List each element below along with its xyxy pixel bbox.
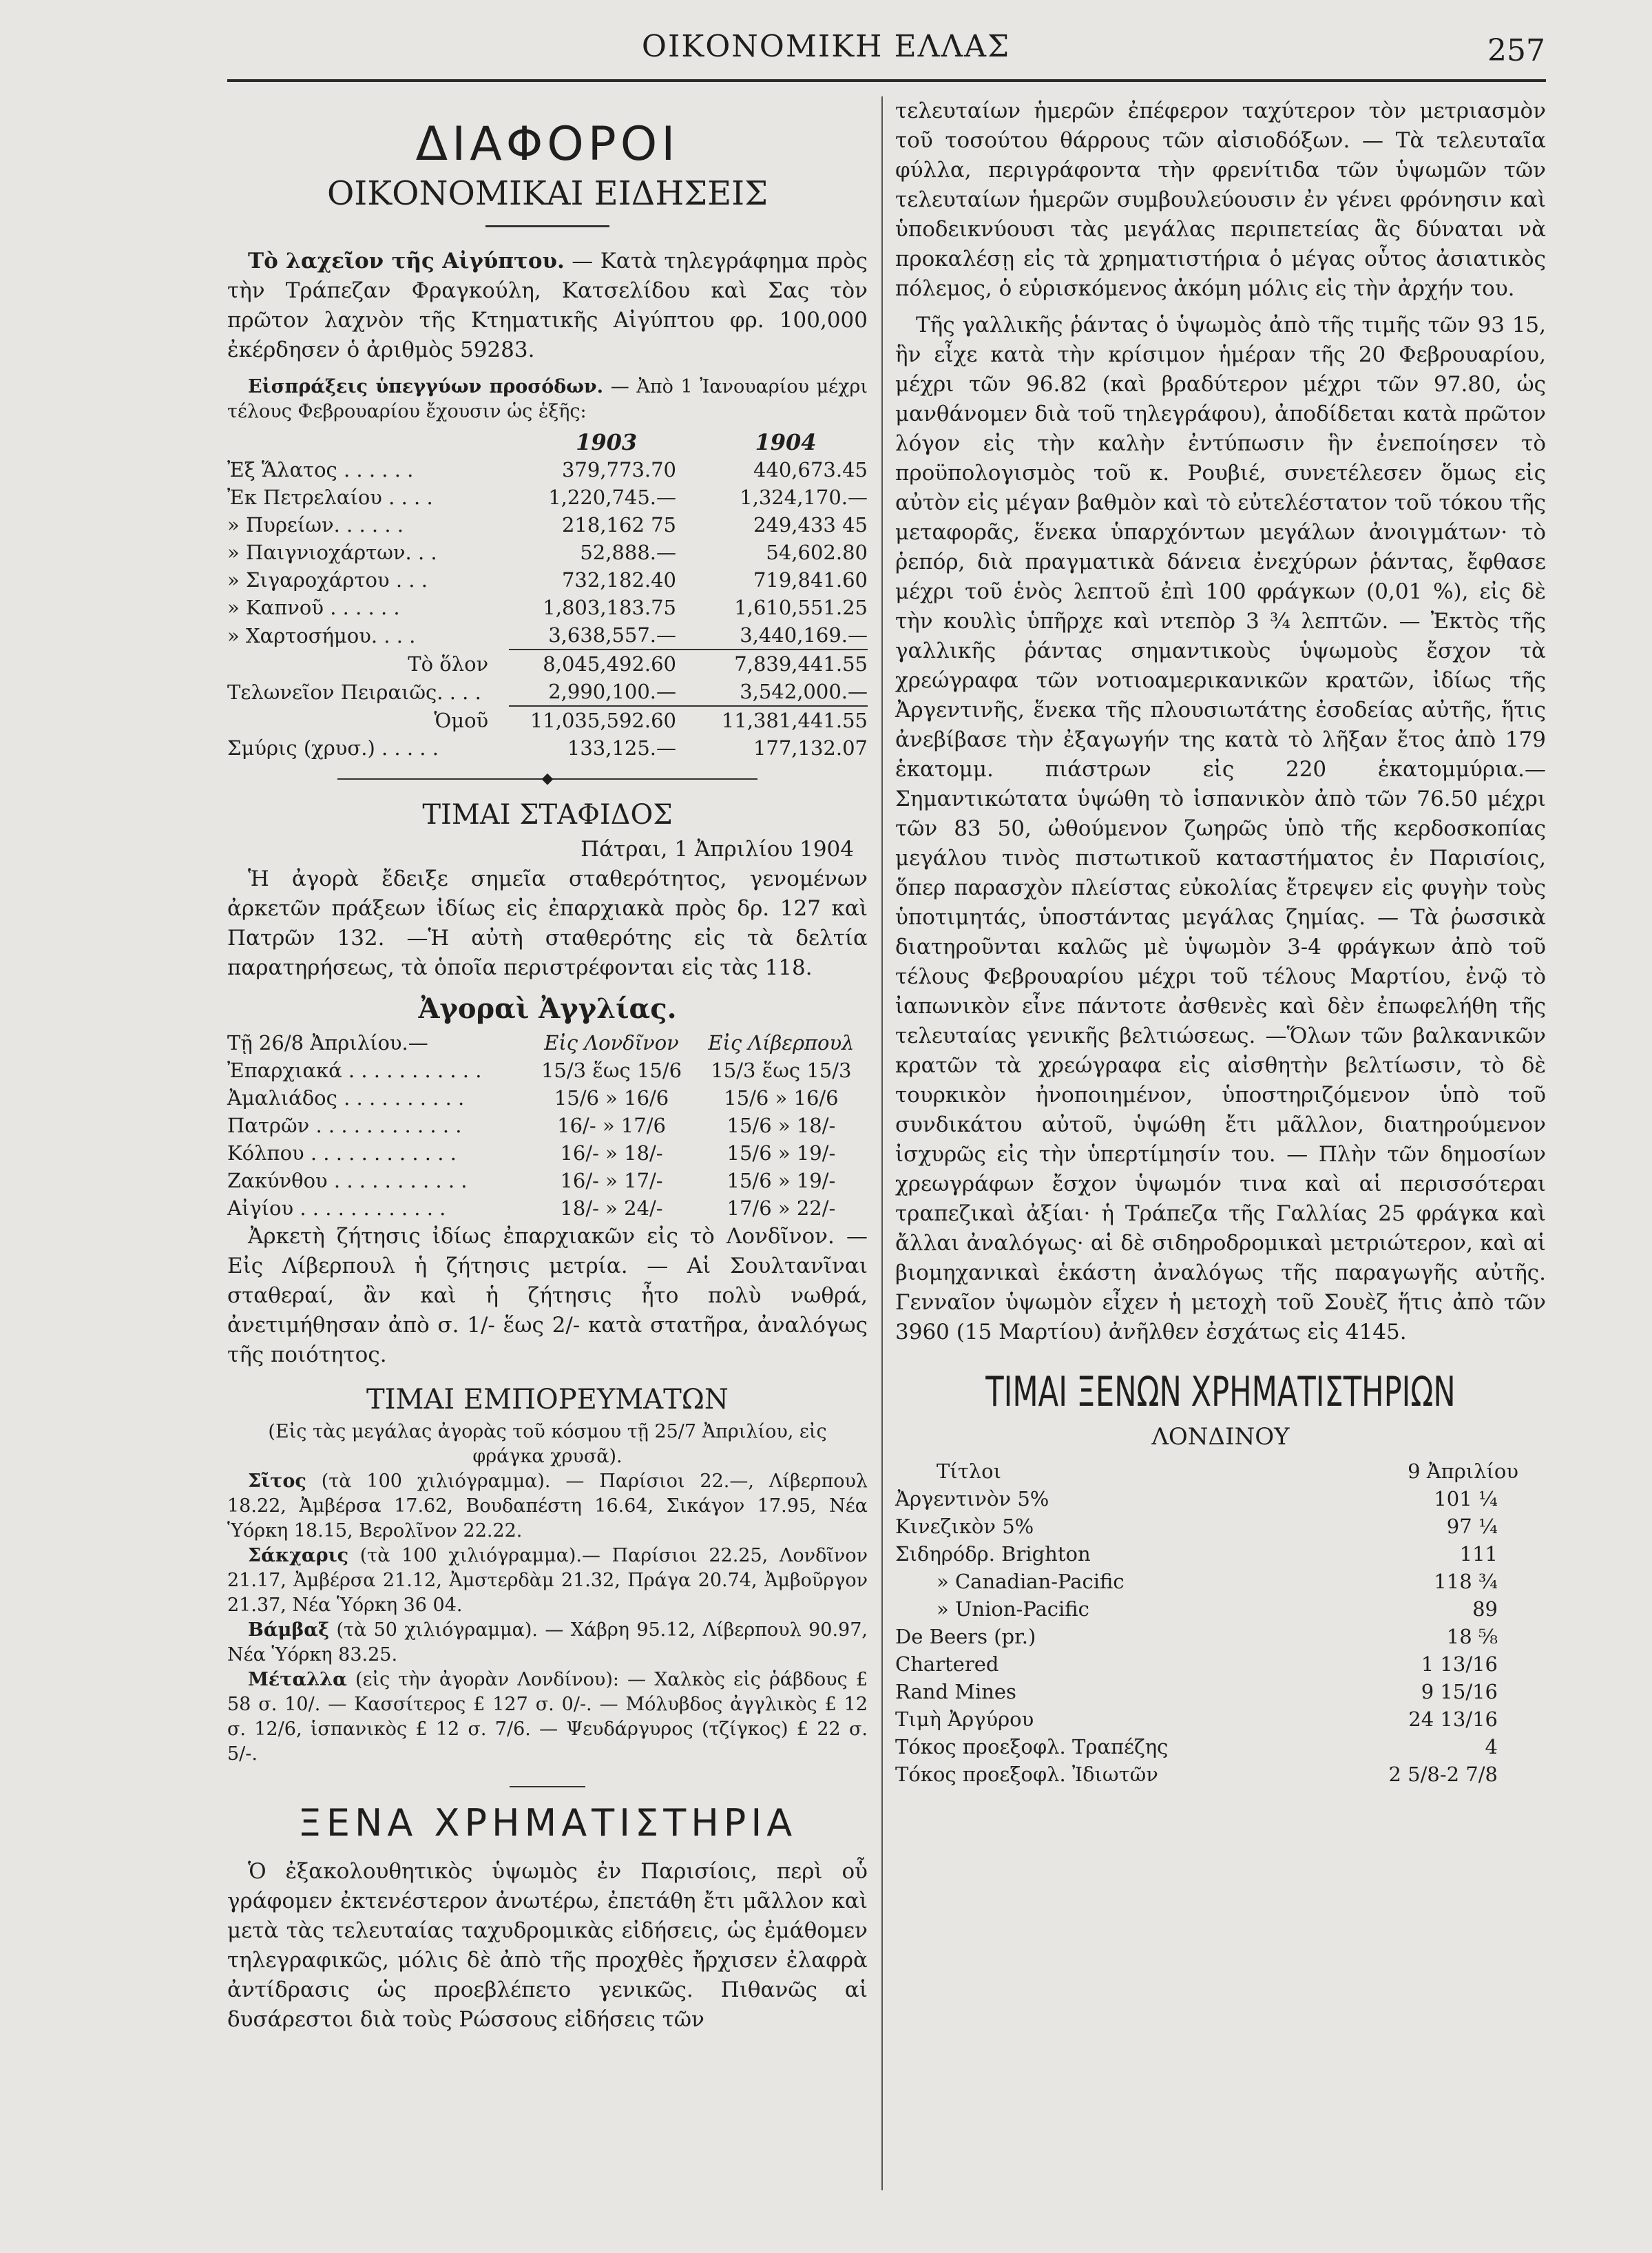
section-rule [510, 1786, 585, 1787]
revenue-row [227, 706, 868, 734]
quote-name: De Beers (pr.) [895, 1625, 1036, 1648]
city-heading: ΛΟΝΔΙΝΟΥ [1151, 1423, 1290, 1451]
right-paragraph-2: Τῆς γαλλικῆς ῥάντας ὁ ὑψωμὸς ἀπὸ τῆς τιμῆς τῶν 93 15, ἣν εἶχε κατὰ τὴν κρίσιμον ἡμέραν τῆς 20 Φεβρουαρίου, μέχρι τῶν 96.82 (καὶ βραδύτερον μέχρι τῶν 97.80, ὡς μανθάνομεν διὰ τοῦ τηλεγράφου), ἀποδίδεται κατὰ πρῶτον λόγον εἰς τὴν καλὴν ἐντύπωσιν ἣν ἐνεποίησεν τὸ προϋπολογισμὸς τοῦ κ. Ρουβιέ, συνετέλεσεν ὅμως εἰς αὐτὸν εἰς μέγαν βαθμὸν καὶ τὸ εὐτελέστατον τοῦ τόκου τῆς μεταφορᾶς, ἕνεκα ὑπαρχόντων μεγάλων ἀνοιγμάτων· τὸ ῥεπόρ, διὰ πραγματικὰ δάνεια ἐνεχύρων ῥάντας, ἔφθασε μέχρι τοῦ ἑνὸς λεπτοῦ ἐπὶ 100 φράγκων (0,01 %), εἰς δὲ τὴν κουλὶς ὑπῆρχε καὶ ντεπὸρ 3 ¾ λεπτῶν. — Ἐκτὸς τῆς γαλλικῆς ῥάντας σημαντικοὺς ὑψωμοὺς ἔσχον τὰ χρεώγραφα τῶν νοτιοαμερικανικῶν κρατῶν, ἰδίως τῆς Ἀργεντινῆς, ἕνεκα τῆς πλουσιωτάτης ἐσοδείας αὐτῆς, ἥτις ἀνεβίβασε τὴν ἐξαγωγήν της κατὰ τὸ λῆξαν ἔτος ἀπὸ 179 ἑκατομμ. πιάστρων εἰς 220 ἑκατομμύρια.— Σημαντικώτατα ὑψώθη τὸ ἱσπανικὸν ἀπὸ τῶν 76.50 μέχρι τῶν 83 50, ὠθούμενον ζωηρῶς ὑπὸ τῆς κερδοσκοπίας μεγάλου τινὸς πιστωτικοῦ καταστήματος ἐν Παρισίοις, ὅπερ παρασχὸν πλείστας εὐκολίας ἔτρεψεν εἰς φυγὴν τοὺς ὑποτιμητάς, ὑποστάντας μεγάλας ζημίας. — Τὰ ῥωσσικὰ διατηροῦνται καλῶς μὲ ὑψωμὸν 3-4 φράγκων ἀπὸ τοῦ τέλους Φεβρουαρίου μέχρι τοῦ τέλους Μαρτίου, ἐνῷ τὸ ἰαπωνικὸν εἶνε πάντοτε ἀσθενὲς καὶ δὲν ἐπωφελήθη τῆς τελευταίας γενικῆς βελτιώσεως. —Ὅλων τῶν βαλκανικῶν κρατῶν τὰ χρεώγραφα εἰς αἰσθητὴν βελτίωσιν, τὸ δὲ τουρκικὸν ἠνοποιημένον, ὑποστηριζόμενον ὑπὸ τοῦ συνδικάτου αὐτοῦ, ὑψώθη ἔτι μᾶλλον, διατηρούμενον ἰσχυρῶς εἰς τὴν ὑπερτίμησίν του. — Πλὴν τῶν δημοσίων χρεωγράφων ἔσχον ὑψωμόν τινα καὶ αἱ περισσότεραι τραπεζικαὶ ἀξίαι· ἡ Τράπεζα τῆς Γαλλίας 25 φράγκα καὶ ἄλλαι ἀναλόγως· αἱ δὲ σιδηροδρομικαὶ μετριώτερον, καὶ αἱ βιομηχανικαὶ ἑκάστη ἀναλόγως τῆς παραγωγῆς αὐτῆς. Γενναῖον ὑψωμὸν εἶχεν ἡ μετοχὴ τοῦ Σουὲζ ἥτις ἀπὸ τῶν 3960 (15 Μαρτίου) ἀνῆλθεν ἐσχάτως εἰς 4145. [895, 313, 1546, 1344]
section-heading-diafora: ΔΙΑΦΟΡΟΙ [415, 117, 680, 172]
lottery-paragraph [227, 247, 868, 365]
year-1903: 1903 [576, 429, 638, 455]
revenue-label: Τὸ ὅλον [408, 652, 489, 676]
england-label: Πατρῶν . . . . . . . . . . . . [227, 1114, 462, 1137]
quote-price: 1 13/16 [1421, 1652, 1498, 1676]
quote-name: » Union-Pacific [937, 1597, 1089, 1621]
england-col-london: Εἰς Λονδῖνον [544, 1031, 679, 1055]
goods-text: (τὰ 100 χιλιόγραμμα). — Παρίσιοι 22.—, Λίβερπουλ 18.22, Ἀμβέρσα 17.62, Βουδαπέστη 16.64, Σικάγον 17.95, Νέα Ὑόρκη 18.15, Βερολῖνον 22.22. [227, 1471, 868, 1541]
quote-row [895, 1761, 1546, 1788]
revenue-label: » Πυρείων. . . . . . [227, 513, 404, 537]
xena-paragraph: Ὁ ἐξακολουθητικὸς ὑψωμὸς ἐν Παρισίοις, περὶ οὗ γράφομεν ἐκτενέστερον ἀνωτέρω, ἐπετάθη ἔτι μᾶλλον καὶ μετὰ τὰς τελευταίας ταχυδρομικὰς εἰδήσεις, ὡς ἐμάθομεν τηλεγραφικῶς, μόλις δὲ ἀπὸ τῆς προχθὲς ἤρχισεν ἐλαφρὰ ἀντίδρασις ὡς προεβλέπετο γενικῶς. Πιθανῶς αἱ δυσάρεστοι διὰ τοὺς Ρώσσους εἰδήσεις τῶν [227, 1859, 868, 2032]
england-london: 15/3 ἕως 15/6 [541, 1059, 682, 1082]
revenue-1903: 1,220,745.— [548, 486, 677, 509]
revenue-1904: 7,839,441.55 [704, 650, 868, 678]
heading-rule [485, 225, 609, 227]
goods-lead: Σῖτος [248, 1471, 306, 1492]
goods-text: (τὰ 50 χιλιόγραμμα). — Χάβρη 95.12, Λίβερπουλ 90.97, Νέα Ὑόρκη 83.25. [227, 1619, 868, 1665]
england-label: Αἰγίου . . . . . . . . . . . . [227, 1196, 446, 1220]
revenue-1904: 3,542,000.— [740, 680, 868, 703]
goods-heading: ΤΙΜΑΙ ΕΜΠΟΡΕΥΜΑΤΩΝ [366, 1384, 729, 1415]
quote-row [895, 1650, 1546, 1678]
quote-row [895, 1733, 1546, 1761]
revenue-row [227, 594, 868, 621]
lottery-text: — Κατὰ τηλεγράφημα πρὸς τὴν Τράπεζαν Φραγκούλη, Κατσελίδου καὶ Σας τὸν πρῶτον λαχνὸν τῆς Κτηματικῆς Αἰγύπτου φρ. 100,000 ἐκέρδησεν ὁ ἀριθμὸς 59283. [227, 249, 868, 362]
quote-name: Rand Mines [895, 1680, 1016, 1703]
quote-name: Κινεζικὸν 5% [895, 1515, 1034, 1538]
right-column [895, 96, 1546, 1788]
goods-lead: Βάμβαξ [248, 1619, 330, 1641]
page-number: 257 [1487, 33, 1545, 68]
quote-row [895, 1678, 1546, 1705]
revenue-row [227, 650, 868, 678]
xena-heading: ΞΕΝΑ ΧΡΗΜΑΤΙΣΤΗΡΙΑ [297, 1801, 797, 1845]
quote-price: 111 [1459, 1542, 1498, 1566]
revenue-row [227, 734, 868, 762]
revenue-text: — Ἀπὸ 1 Ἰανουαρίου μέχρι τέλους Φεβρουαρίου ἔχουσιν ὡς ἑξῆς: [227, 376, 868, 422]
revenue-paragraph [227, 375, 868, 424]
revenue-1904: 249,433 45 [753, 513, 868, 537]
quote-row [895, 1705, 1546, 1733]
header-rule [227, 79, 1546, 82]
england-row [227, 1057, 868, 1084]
goods-lead: Σάκχαρις [248, 1545, 349, 1566]
england-row [227, 1084, 868, 1112]
england-label: Κόλπου . . . . . . . . . . . . [227, 1141, 457, 1165]
revenue-label: Ὁμοῦ [434, 708, 489, 732]
revenue-label: » Χαρτοσήμου. . . . [227, 623, 416, 647]
currant-dateline: Πάτραι, 1 Ἀπριλίου 1904 [581, 837, 854, 862]
quote-row [895, 1595, 1546, 1623]
running-header-title: ΟΙΚΟΝΟΜΙΚΗ ΕΛΛΑΣ [641, 29, 1011, 64]
quote-name: » Canadian-Pacific [937, 1570, 1125, 1593]
goods-item [227, 1544, 868, 1618]
england-row [227, 1139, 868, 1167]
england-label: Ζακύνθου . . . . . . . . . . . [227, 1169, 468, 1192]
revenue-table [227, 428, 868, 762]
revenue-1904: 3,440,169.— [740, 623, 868, 647]
revenue-label: » Καπνοῦ . . . . . . [227, 596, 400, 619]
revenue-row [227, 456, 868, 484]
quote-name: Σιδηρόδρ. Brighton [895, 1542, 1091, 1566]
quote-name: Ἀργεντινὸν 5% [895, 1487, 1049, 1510]
diamond-ornament-icon: ◆ [541, 770, 554, 787]
england-london: 16/- » 17/- [560, 1169, 663, 1192]
revenue-1903: 133,125.— [567, 736, 677, 760]
diamond-rule [227, 769, 868, 789]
section-subheading: ΟΙΚΟΝΟΜΙΚΑΙ ΕΙΔΗΣΕΙΣ [326, 174, 769, 213]
year-1904: 1904 [755, 429, 817, 455]
england-liverpool: 15/6 » 16/6 [724, 1086, 839, 1110]
goods-item [227, 1618, 868, 1668]
england-london: 16/- » 18/- [560, 1141, 663, 1165]
revenue-label: » Σιγαροχάρτου . . . [227, 568, 428, 592]
quote-price: 2 5/8-2 7/8 [1388, 1763, 1498, 1786]
revenue-row [227, 511, 868, 539]
england-london: 15/6 » 16/6 [554, 1086, 669, 1110]
revenue-1904: 719,841.60 [753, 568, 868, 592]
quote-name: Τόκος προεξοφλ. Τραπέζης [895, 1735, 1169, 1758]
england-liverpool: 15/3 ἕως 15/3 [711, 1059, 852, 1082]
quote-row [895, 1540, 1546, 1568]
revenue-1903: 8,045,492.60 [509, 650, 704, 678]
england-table [227, 1029, 868, 1222]
quote-name: Τόκος προεξοφλ. Ἰδιωτῶν [895, 1763, 1158, 1786]
quotes-table [895, 1457, 1546, 1788]
revenue-label: Σμύρις (χρυσ.) . . . . . [227, 736, 439, 760]
revenue-1904: 11,381,441.55 [704, 706, 868, 734]
currant-heading: ΤΙΜΑΙ ΣΤΑΦΙΔΟΣ [422, 799, 673, 831]
revenue-label: Τελωνεῖον Πειραιῶς. . . . [227, 680, 481, 704]
revenue-1904: 177,132.07 [753, 736, 868, 760]
revenue-lead: Εἰσπράξεις ὑπεγγύων προσόδων. [248, 376, 604, 397]
revenue-row [227, 484, 868, 511]
england-heading: Ἀγοραὶ Ἀγγλίας. [418, 993, 677, 1025]
goods-item [227, 1668, 868, 1767]
goods-subheading: (Εἰς τὰς μεγάλας ἀγορὰς τοῦ κόσμου τῇ 25/7 Ἀπριλίου, εἰς φράγκα χρυσᾶ). [268, 1421, 827, 1467]
england-liverpool: 15/6 » 19/- [726, 1141, 836, 1165]
goods-item [227, 1469, 868, 1544]
revenue-label: Ἐξ Ἅλατος . . . . . . [227, 458, 414, 481]
lottery-lead: Τὸ λαχεῖον τῆς Αἰγύπτου. [248, 249, 565, 273]
revenue-1904: 1,324,170.— [740, 486, 868, 509]
goods-text: (τὰ 100 χιλιόγραμμα).— Παρίσιοι 22.25, Λονδῖνον 21.17, Ἀμβέρσα 21.12, Ἀμστερδὰμ 21.32, Πράγα 20.74, Ἀμβοῦργον 21.37, Νέα Ὑόρκη 36 04. [227, 1545, 868, 1616]
quote-price: 101 ¼ [1434, 1487, 1498, 1510]
currant-paragraph: Ἡ ἀγορὰ ἔδειξε σημεῖα σταθερότητος, γενομένων ἀρκετῶν πράξεων ἰδίως εἰς ἐπαρχιακὰ πρὸς δρ. 127 καὶ Πατρῶν 132. —Ἡ αὐτὴ σταθερότης εἰς τὰ δελτία παρατηρήσεως, τὰ ὁποῖα περιστρέφονται εἰς τὰς 118. [227, 866, 868, 980]
revenue-1903: 1,803,183.75 [543, 596, 677, 619]
revenue-1904: 1,610,551.25 [734, 596, 868, 619]
quote-row [895, 1513, 1546, 1540]
left-column [227, 96, 868, 2035]
england-row [227, 1167, 868, 1194]
foreign-exchanges-heading: ΤΙΜΑΙ ΞΕΝΩΝ ΧΡΗΜΑΤΙΣΤΗΡΙΩΝ [985, 1368, 1456, 1416]
revenue-row [227, 539, 868, 566]
england-date: Τῇ 26/8 Ἀπριλίου.— [227, 1031, 428, 1055]
right-paragraph-1: τελευταίων ἡμερῶν ἐπέφερον ταχύτερον τὸν μετριασμὸν τοῦ τοσούτου θάρρους τῶν αἰσιοδόξων. — Τὰ τελευταῖα φύλλα, περιγράφοντα τὴν φρενίτιδα τῶν ὑψωμῶν τῶν τελευταίων ἡμερῶν συμβουλεύουσιν ἐν γένει φρόνησιν καὶ ὑποδεικνύουσι τὰς μεγάλας περιπετείας ἃς δύναται νὰ προκαλέσῃ εἰς τὰ χρηματιστήρια ὁ μέγας οὗτος ἀσιατικὸς πόλεμος, ὁ εὑρισκόμενος ἀκόμη μόλις εἰς τὴν ἀρχήν του. [895, 98, 1546, 301]
england-london: 16/- » 17/6 [557, 1114, 666, 1137]
england-col-liverpool: Εἰς Λίβερπουλ [708, 1031, 855, 1055]
england-paragraph: Ἀρκετὴ ζήτησις ἰδίως ἐπαρχιακῶν εἰς τὸ Λονδῖνον. — Εἰς Λίβερπουλ ἡ ζήτησις μετρία. — Αἱ Σουλτανῖναι σταθεραί, ἂν καὶ ἡ ζήτησις ἦτο πολὺ νωθρά, ἀνετιμήθησαν ἀπὸ σ. 1/- ἕως 2/- κατὰ στατῆρα, ἀναλόγως τῆς ποιότητος. [227, 1224, 868, 1367]
england-london: 18/- » 24/- [560, 1196, 663, 1220]
quote-row [895, 1623, 1546, 1650]
england-liverpool: 15/6 » 19/- [726, 1169, 836, 1192]
quote-price: 97 ¼ [1446, 1515, 1498, 1538]
revenue-row [227, 678, 868, 706]
england-liverpool: 15/6 » 18/- [726, 1114, 836, 1137]
revenue-1903: 379,773.70 [561, 458, 677, 481]
quotes-col-date: 9 Ἀπριλίου [1408, 1460, 1518, 1483]
quotes-header-row [895, 1457, 1546, 1485]
revenue-1903: 3,638,557.— [548, 623, 677, 647]
revenue-1903: 218,162 75 [561, 513, 677, 537]
revenue-row [227, 621, 868, 650]
revenue-1903: 11,035,592.60 [509, 706, 704, 734]
quote-row [895, 1568, 1546, 1595]
quote-price: 24 13/16 [1408, 1707, 1498, 1731]
england-header-row [227, 1029, 868, 1057]
england-row [227, 1112, 868, 1139]
revenue-1904: 440,673.45 [753, 458, 868, 481]
revenue-1904: 54,602.80 [766, 541, 868, 564]
quote-price: 4 [1485, 1735, 1498, 1758]
revenue-label: Ἐκ Πετρελαίου . . . . [227, 486, 433, 509]
column-divider [881, 96, 883, 2190]
quote-row [895, 1485, 1546, 1513]
england-row [227, 1194, 868, 1222]
revenue-1903: 2,990,100.— [548, 680, 677, 703]
quote-name: Τιμὴ Ἀργύρου [895, 1707, 1034, 1731]
england-liverpool: 17/6 » 22/- [726, 1196, 836, 1220]
quote-price: 18 ⅝ [1446, 1625, 1498, 1648]
quotes-col-title: Τίτλοι [937, 1460, 1001, 1483]
england-label: Ἐπαρχιακά . . . . . . . . . . . [227, 1059, 482, 1082]
revenue-row [227, 566, 868, 594]
revenue-header-row [227, 428, 868, 456]
quote-price: 89 [1472, 1597, 1498, 1621]
goods-lead: Μέταλλα [248, 1669, 347, 1690]
england-label: Ἀμαλιάδος . . . . . . . . . . [227, 1086, 465, 1110]
quote-price: 118 ¾ [1434, 1570, 1498, 1593]
quote-name: Chartered [895, 1652, 999, 1676]
revenue-label: » Παιγνιοχάρτων. . . [227, 541, 437, 564]
revenue-1903: 732,182.40 [561, 568, 677, 592]
revenue-1903: 52,888.— [580, 541, 677, 564]
goods-text: (εἰς τὴν ἀγορὰν Λονδίνου): — Χαλκὸς εἰς ῥάβδους £ 58 σ. 10/. — Κασσίτερος £ 127 σ. 0/-. — Μόλυβδος ἀγγλικὸς £ 12 σ. 12/6, ἱσπανικὸς £ 12 σ. 7/6. — Ψευδάργυρος (τζίγκος) £ 22 σ. 5/-. [227, 1669, 868, 1765]
quote-price: 9 15/16 [1421, 1680, 1498, 1703]
goods-list [227, 1469, 868, 1767]
